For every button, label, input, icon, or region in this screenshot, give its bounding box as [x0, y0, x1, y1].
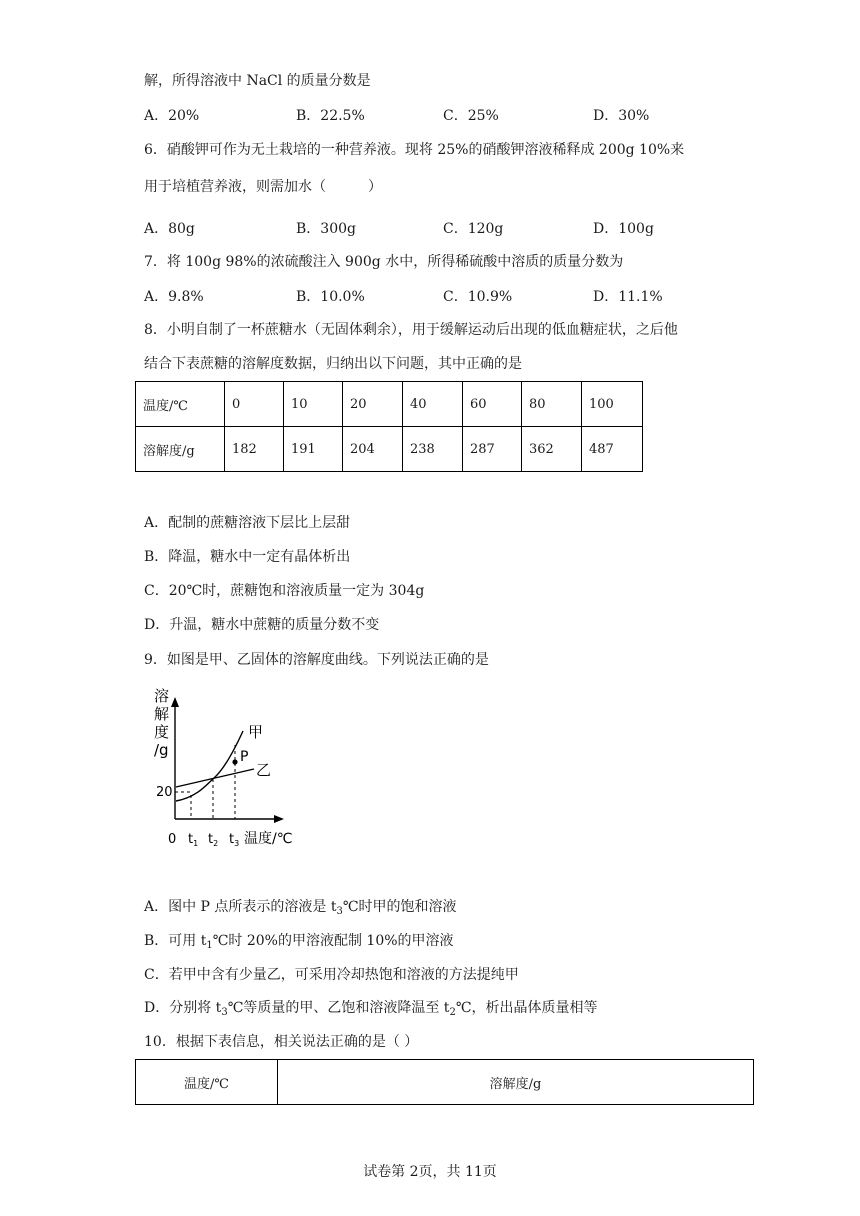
y-axis-label-1: 溶 [154, 687, 170, 705]
q10-table [135, 1059, 754, 1105]
table-cell: 0 [225, 382, 284, 427]
table-cell: 238 [403, 427, 463, 472]
table-cell: 100 [582, 382, 643, 427]
q7-option-d: D．11.1% [593, 289, 663, 305]
q7-option-b: B．10.0% [296, 289, 365, 305]
q8-text-line2: 结合下表蔗糖的溶解度数据，归纳出以下问题，其中正确的是 [144, 356, 522, 372]
q5-option-d: D．30% [593, 108, 650, 124]
q6-option-a: A．80g [144, 221, 195, 237]
y-tick-label: 20 [156, 785, 173, 800]
sucrose-solubility-table [135, 381, 643, 472]
curve-yi [176, 769, 254, 787]
y-axis-label-4: /g [154, 741, 169, 759]
q6-option-d: D．100g [593, 221, 654, 237]
y-axis-arrow [171, 697, 179, 707]
table-cell: 287 [463, 427, 522, 472]
table-header-cell: 温度/℃ [136, 382, 225, 427]
q8-option-a: A．配制的蔗糖溶液下层比上层甜 [144, 515, 351, 531]
table-cell: 204 [343, 427, 403, 472]
q8-text-line1: 8．小明自制了一杯蔗糖水（无固体剩余），用于缓解运动后出现的低血糖症状，之后他 [144, 322, 678, 338]
curve-jia-label: 甲 [248, 723, 264, 741]
q5-option-b: B．22.5% [296, 108, 365, 124]
curve-jia [176, 731, 243, 801]
q6-option-c: C．120g [443, 221, 504, 237]
point-p-label: P [240, 749, 249, 765]
table-cell: 60 [463, 382, 522, 427]
q9-option-b: B．可用 $t_1℃$时 20%的甲溶液配制 10%的甲溶液 [144, 933, 454, 951]
q5-text: 解，所得溶液中 NaCl 的质量分数是 [144, 73, 371, 89]
q8-option-c: C．20℃时，蔗糖饱和溶液质量一定为 304g [144, 583, 425, 599]
table-row [136, 382, 643, 427]
q7-option-a: A．9.8% [144, 289, 204, 305]
origin-label: 0 [168, 832, 177, 847]
x-tick-t3: $t_3$ [229, 832, 240, 848]
x-tick-t1: $t_1$ [188, 832, 199, 848]
y-axis-label-3: 度 [154, 723, 170, 741]
table-row [136, 1060, 754, 1105]
point-p [232, 759, 237, 764]
q10-text: 10．根据下表信息，相关说法正确的是（ ） [144, 1034, 419, 1050]
q9-option-a: A．图中 P 点所表示的溶液是 $t_3℃$时甲的饱和溶液 [144, 899, 457, 917]
table-cell: 20 [343, 382, 403, 427]
x-tick-t2: $t_2$ [208, 832, 219, 848]
table-header-cell: 温度/℃ [136, 1060, 278, 1105]
curve-yi-label: 乙 [256, 761, 272, 779]
x-axis-arrow [274, 815, 284, 823]
q6-text-line2: 用于培植营养液，则需加水（ ） [144, 179, 382, 195]
table-cell: 191 [284, 427, 343, 472]
q8-option-d: D．升温，糖水中蔗糖的质量分数不变 [144, 617, 380, 633]
table-row [136, 427, 643, 472]
q9-option-d: D．分别将 $t_3℃$等质量的甲、乙饱和溶液降温至 $t_2℃$，析出晶体质量相等 [144, 1000, 598, 1018]
table-cell: 10 [284, 382, 343, 427]
q6-text-line1: 6．硝酸钾可作为无土栽培的一种营养液。现将 25%的硝酸钾溶液稀释成 200g 10%来 [144, 142, 685, 158]
page-footer: 试卷第 2页，共 11页 [363, 1164, 497, 1180]
solubility-curve-graph [148, 683, 308, 853]
q7-text: 7．将 100g 98%的浓硫酸注入 900g 水中，所得稀硫酸中溶质的质量分数为 [144, 254, 624, 270]
q5-option-a: A．20% [144, 108, 200, 124]
table-header-cell: 溶解度/g [136, 427, 225, 472]
q6-option-b: B．300g [296, 221, 356, 237]
q7-option-c: C．10.9% [443, 289, 513, 305]
q8-option-b: B．降温，糖水中一定有晶体析出 [144, 549, 351, 565]
table-cell: 182 [225, 427, 284, 472]
x-axis-label: 温度/℃ [244, 831, 293, 847]
table-cell: 80 [522, 382, 582, 427]
table-cell: 362 [522, 427, 582, 472]
table-cell: 487 [582, 427, 643, 472]
q9-option-c: C．若甲中含有少量乙，可采用冷却热饱和溶液的方法提纯甲 [144, 967, 519, 983]
table-cell: 40 [403, 382, 463, 427]
y-axis-label-2: 解 [154, 705, 170, 723]
q9-text: 9．如图是甲、乙固体的溶解度曲线。下列说法正确的是 [144, 652, 489, 668]
table-header-cell: 溶解度/g [278, 1060, 754, 1105]
q5-option-c: C．25% [443, 108, 499, 124]
